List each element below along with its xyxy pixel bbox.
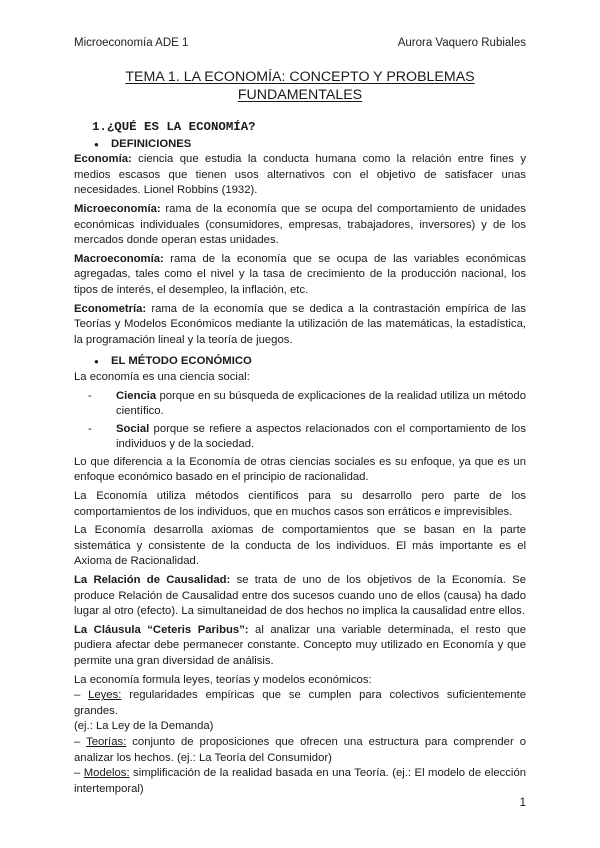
bullet-icon: ● <box>94 139 99 149</box>
definition-microeconomia <box>74 202 526 249</box>
item-text: porque se refiere a aspectos relacionados con el comportamiento de los individuos y de la sociedad. <box>116 422 526 451</box>
definition-text: ciencia que estudia la conducta humana como la relación entre fines y medios escasos que tienen usos alternativos con el objetivo de satisfacer unas necesidades. Lionel Robbins (1932). <box>74 153 526 197</box>
item-text: regularidades empíricas que se cumplen para colectivos suficientemente grandes. <box>74 689 527 717</box>
term: Leyes: <box>88 689 122 702</box>
paragraph-causalidad <box>74 573 526 620</box>
dash-marker: - <box>88 422 92 435</box>
definiciones-heading <box>94 137 526 153</box>
paragraph-text: al analizar una variable determinada, el resto que pudiera afectar debe permanecer constante. Concepto muy utilizado en Economía y que permite una gran diversidad de análisis. <box>74 623 526 667</box>
definition-text: rama de la economía que se ocupa de las variables económicas agregadas, tales como el nivel y la tasa de crecimiento de la producción nacional, los tipos de interés, el desempleo, la inflación, etc. <box>74 252 526 296</box>
bullet-icon: ● <box>94 357 99 367</box>
title-line-2: FUNDAMENTALES <box>237 87 363 103</box>
page-number: 1 <box>519 797 526 809</box>
paragraph-text: se trata de uno de los objetivos de la Economía. Se produce Relación de Causalidad entre dos sucesos cuando uno de ellos (causa) ha dado lugar al otro (efecto). La simultaneidad de dos hechos no implica la causalidad entre ellos. <box>74 574 526 618</box>
item-leyes <box>74 688 526 719</box>
term: Microeconomía: <box>74 202 161 215</box>
definition-economia <box>74 152 526 199</box>
term: La Cláusula “Ceteris Paribus”: <box>74 623 249 636</box>
paragraph-enfoque: Lo que diferencia a la Economía de otras ciencias sociales es su enfoque, ya que es un enfoque económico basado en el principio de racionalidad. <box>74 455 526 484</box>
header-author: Aurora Vaquero Rubiales <box>397 37 526 49</box>
definition-econometria <box>74 302 526 349</box>
term: Macroeconomía: <box>74 252 164 265</box>
dash-marker: – <box>74 689 89 702</box>
paragraph-axiomas: La Economía desarrolla axiomas de comportamientos que se basan en la parte sistemática y consistente de la conducta de los individuos. El más importante es el Axioma de Racionalidad. <box>74 524 526 568</box>
item-teorias <box>74 735 526 766</box>
item-text: conjunto de proposiciones que ofrecen una estructura para comprender o analizar los hechos. (ej.: La Teoría del Consumidor) <box>74 735 526 764</box>
term: Ciencia <box>116 389 157 402</box>
list-item-ciencia <box>88 389 526 420</box>
paragraph-metodos: La Economía utiliza métodos científicos para su desarrollo pero parte de los comportamientos de los individuos, que en muchos casos son erráticos e imprevisibles. <box>74 490 526 518</box>
definiciones-heading-text: DEFINICIONES <box>111 137 192 150</box>
leyes-teorias-modelos <box>74 673 526 798</box>
page-title <box>74 68 526 104</box>
title-line-1: TEMA 1. LA ECONOMÍA: CONCEPTO Y PROBLEMAS <box>125 69 475 85</box>
term: Econometría: <box>74 302 147 315</box>
dash-marker: – <box>74 767 84 780</box>
metodo-heading-text: EL MÉTODO ECONÓMICO <box>111 355 252 368</box>
term: Economía: <box>74 153 132 166</box>
term: Modelos: <box>83 767 130 780</box>
definition-text: rama de la economía que se ocupa del comportamiento de unidades económicas individuales (consumidores, empresas, trabajadores, inversores) y de los mercados donde operan estas unidades. <box>74 202 526 247</box>
list-item-text <box>116 422 526 453</box>
header-subject: Microeconomía ADE 1 <box>74 37 189 49</box>
dash-marker: – <box>74 735 87 748</box>
list-item-text <box>116 389 526 420</box>
definition-macroeconomia <box>74 252 526 299</box>
metodo-heading <box>94 354 526 370</box>
term: Social <box>116 422 150 435</box>
item-text: simplificación de la realidad basada en una Teoría. (ej.: El modelo de elección intertemporal) <box>74 767 527 795</box>
paragraph-formula: La economía formula leyes, teorías y modelos económicos: <box>74 673 372 686</box>
definition-text: rama de la economía que se dedica a la contrastación empírica de las Teorías y Modelos Económicos mediante la utilización de las matemáticas, la estadística, la programación lineal y la teoría de juegos. <box>74 302 526 346</box>
section-heading: 1.¿QUÉ ES LA ECONOMÍA? <box>92 120 256 134</box>
term: Teorías: <box>86 735 127 748</box>
term: La Relación de Causalidad: <box>74 574 231 587</box>
item-leyes-example: (ej.: La Ley de la Demanda) <box>74 720 214 733</box>
document-body <box>74 120 526 797</box>
item-modelos <box>74 766 526 797</box>
dash-marker: - <box>88 389 92 402</box>
item-text: porque en su búsqueda de explicaciones de la realidad utiliza un método científico. <box>116 389 526 418</box>
paragraph-ceteris-paribus <box>74 623 526 670</box>
metodo-intro: La economía es una ciencia social: <box>74 370 250 383</box>
list-item-social <box>88 422 526 453</box>
